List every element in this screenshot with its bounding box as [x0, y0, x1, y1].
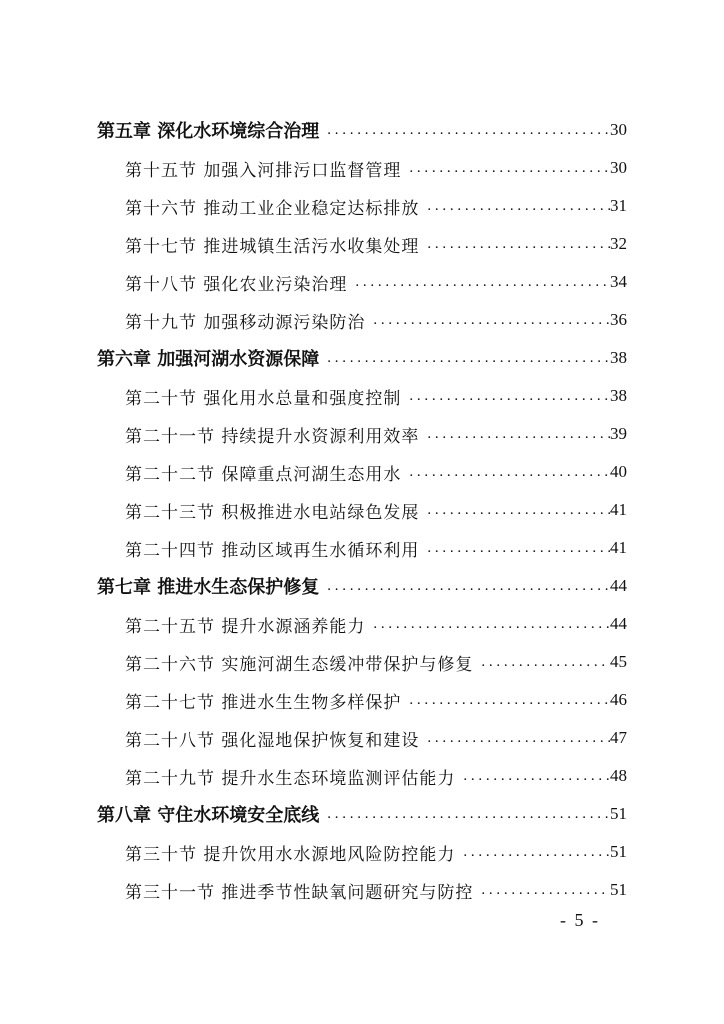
toc-page-number: 30	[610, 158, 627, 177]
toc-dot-leader	[319, 578, 610, 595]
toc-section-entry[interactable]	[97, 719, 627, 757]
toc-dot-leader	[455, 844, 610, 861]
toc-dot-leader	[455, 768, 610, 785]
toc-dot-leader	[401, 160, 610, 177]
toc-dot-leader	[319, 122, 610, 139]
toc-dot-leader	[365, 616, 610, 633]
toc-page-number: 36	[610, 310, 627, 329]
toc-section-entry[interactable]	[97, 491, 627, 529]
toc-entry-title: 第二十三节 积极推进水电站绿色发展	[125, 502, 420, 523]
toc-chapter-entry[interactable]	[97, 795, 627, 833]
toc-section-entry[interactable]	[97, 149, 627, 187]
table-of-contents	[97, 111, 627, 909]
toc-page-number: 51	[610, 880, 627, 899]
toc-entry-title: 第六章 加强河湖水资源保障	[97, 349, 320, 370]
toc-page-number: 45	[610, 652, 627, 671]
toc-entry-title: 第三十一节 推进季节性缺氧问题研究与防控	[125, 882, 474, 903]
toc-section-entry[interactable]	[97, 833, 627, 871]
toc-entry-title: 第二十二节 保障重点河湖生态用水	[125, 464, 402, 485]
toc-dot-leader	[419, 236, 610, 253]
toc-entry-title: 第二十四节 推动区域再生水循环利用	[125, 540, 420, 561]
toc-page-number: 39	[610, 424, 627, 443]
toc-chapter-entry[interactable]	[97, 567, 627, 605]
toc-dot-leader	[473, 882, 610, 899]
toc-chapter-entry[interactable]	[97, 111, 627, 149]
toc-section-entry[interactable]	[97, 643, 627, 681]
toc-section-entry[interactable]	[97, 453, 627, 491]
toc-page-number: 38	[610, 348, 627, 367]
toc-entry-title: 第十八节 强化农业污染治理	[125, 274, 348, 295]
toc-page-number: 40	[610, 462, 627, 481]
toc-section-entry[interactable]	[97, 263, 627, 301]
toc-entry-title: 第二十九节 提升水生态环境监测评估能力	[125, 768, 456, 789]
toc-page-number: 30	[610, 120, 627, 139]
toc-page-number: 47	[610, 728, 627, 747]
toc-entry-title: 第二十七节 推进水生生物多样保护	[125, 692, 402, 713]
toc-page-number: 48	[610, 766, 627, 785]
toc-page-number: 38	[610, 386, 627, 405]
toc-chapter-entry[interactable]	[97, 339, 627, 377]
toc-entry-title: 第二十六节 实施河湖生态缓冲带保护与修复	[125, 654, 474, 675]
toc-dot-leader	[401, 388, 610, 405]
toc-entry-title: 第十七节 推进城镇生活污水收集处理	[125, 236, 420, 257]
toc-page-number: 46	[610, 690, 627, 709]
toc-entry-title: 第十九节 加强移动源污染防治	[125, 312, 366, 333]
toc-dot-leader	[419, 198, 610, 215]
toc-dot-leader	[419, 426, 610, 443]
toc-page-number: 34	[610, 272, 627, 291]
toc-page-number: 44	[610, 576, 627, 595]
toc-dot-leader	[419, 540, 610, 557]
toc-entry-title: 第二十一节 持续提升水资源利用效率	[125, 426, 420, 447]
toc-section-entry[interactable]	[97, 871, 627, 909]
toc-section-entry[interactable]	[97, 415, 627, 453]
toc-page-number: 51	[610, 804, 627, 823]
toc-entry-title: 第八章 守住水环境安全底线	[97, 805, 320, 826]
toc-entry-title: 第五章 深化水环境综合治理	[97, 121, 320, 142]
toc-section-entry[interactable]	[97, 225, 627, 263]
toc-page-number: 31	[610, 196, 627, 215]
toc-section-entry[interactable]	[97, 187, 627, 225]
toc-entry-title: 第二十八节 强化湿地保护恢复和建设	[125, 730, 420, 751]
toc-section-entry[interactable]	[97, 529, 627, 567]
toc-entry-title: 第七章 推进水生态保护修复	[97, 577, 320, 598]
toc-dot-leader	[473, 654, 610, 671]
toc-dot-leader	[347, 274, 610, 291]
toc-entry-title: 第三十节 提升饮用水水源地风险防控能力	[125, 844, 456, 865]
toc-dot-leader	[419, 502, 610, 519]
toc-entry-title: 第十五节 加强入河排污口监督管理	[125, 160, 402, 181]
toc-page-number: 32	[610, 234, 627, 253]
toc-dot-leader	[319, 350, 610, 367]
toc-dot-leader	[365, 312, 610, 329]
toc-section-entry[interactable]	[97, 377, 627, 415]
toc-section-entry[interactable]	[97, 605, 627, 643]
toc-page-number: 41	[610, 538, 627, 557]
toc-entry-title: 第十六节 推动工业企业稳定达标排放	[125, 198, 420, 219]
toc-dot-leader	[401, 464, 610, 481]
toc-dot-leader	[401, 692, 610, 709]
page-number-footer: - 5 -	[560, 910, 600, 930]
toc-section-entry[interactable]	[97, 301, 627, 339]
toc-page-number: 51	[610, 842, 627, 861]
toc-dot-leader	[319, 806, 610, 823]
toc-page-number: 44	[610, 614, 627, 633]
toc-entry-title: 第二十节 强化用水总量和强度控制	[125, 388, 402, 409]
toc-entry-title: 第二十五节 提升水源涵养能力	[125, 616, 366, 637]
toc-section-entry[interactable]	[97, 757, 627, 795]
toc-dot-leader	[419, 730, 610, 747]
toc-section-entry[interactable]	[97, 681, 627, 719]
toc-page-number: 41	[610, 500, 627, 519]
